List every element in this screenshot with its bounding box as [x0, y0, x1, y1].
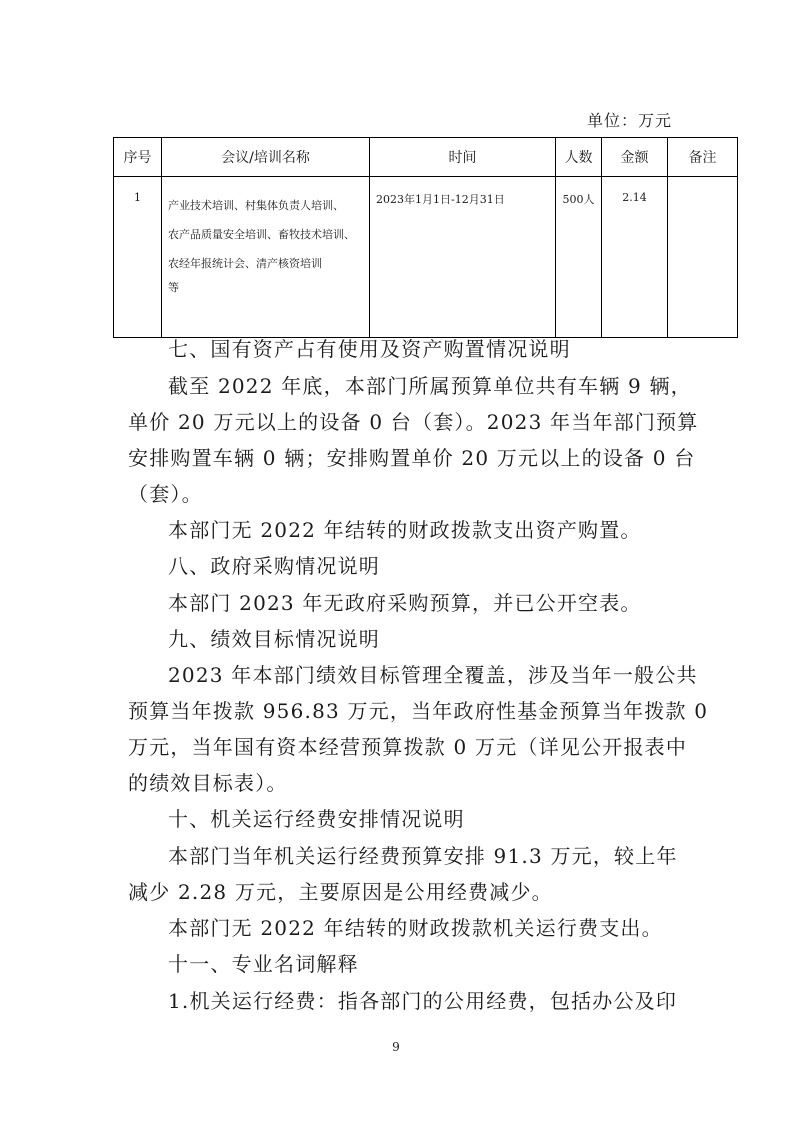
paragraph-line: 单价 20 万元以上的设备 0 台（套）。2023 年当年部门预算 — [128, 410, 699, 434]
cell-people: 500人 — [556, 177, 602, 338]
paragraph-line: 万元，当年国有资本经营预算拨款 0 万元（详见公开报表中 — [128, 735, 688, 759]
paragraph-line: 安排购置车辆 0 辆；安排购置单价 20 万元以上的设备 0 台 — [128, 446, 696, 470]
paragraph-line: 减少 2.28 万元，主要原因是公用经费减少。 — [128, 880, 553, 904]
header-time: 时间 — [370, 138, 556, 177]
paragraph-line: 2023 年本部门绩效目标管理全覆盖，涉及当年一般公共 — [168, 663, 698, 687]
section-heading-operating-costs: 十、机关运行经费安排情况说明 — [168, 807, 465, 831]
header-people: 人数 — [556, 138, 602, 177]
cell-seq: 1 — [114, 177, 162, 338]
meeting-training-table — [113, 137, 738, 338]
cell-time: 2023年1月1日-12月31日 — [370, 177, 556, 338]
paragraph-line: （套）。 — [128, 482, 203, 506]
unit-label: 单位：万元 — [586, 111, 672, 130]
meeting-name-line: 产业技术培训、村集体负责人培训、 — [168, 199, 344, 212]
section-heading-glossary: 十一、专业名词解释 — [168, 952, 359, 976]
header-meeting-name: 会议/培训名称 — [162, 138, 370, 177]
meeting-name-line: 农经年报统计会、清产核资培训 — [168, 257, 322, 270]
header-amount: 金额 — [602, 138, 668, 177]
meeting-name-line: 等 — [168, 281, 179, 294]
section-heading-performance: 九、绩效目标情况说明 — [168, 627, 380, 651]
table-header-row — [114, 138, 738, 177]
paragraph-line: 预算当年拨款 956.83 万元，当年政府性基金预算当年拨款 0 — [128, 699, 709, 723]
cell-note — [668, 177, 738, 338]
paragraph-line: 本部门当年机关运行经费预算安排 91.3 万元，较上年 — [168, 844, 678, 868]
cell-amount: 2.14 — [602, 177, 668, 338]
paragraph-line: 本部门无 2022 年结转的财政拨款机关运行费支出。 — [168, 916, 663, 940]
cell-meeting-name — [162, 177, 370, 338]
paragraph-line: 1.机关运行经费：指各部门的公用经费，包括办公及印 — [168, 989, 678, 1013]
section-heading-assets: 七、国有资产占有使用及资产购置情况说明 — [168, 337, 571, 361]
section-heading-procurement: 八、政府采购情况说明 — [168, 554, 380, 578]
paragraph-line: 截至 2022 年底，本部门所属预算单位共有车辆 9 辆， — [168, 374, 692, 398]
page-number: 9 — [392, 1040, 400, 1054]
header-note: 备注 — [668, 138, 738, 177]
header-seq: 序号 — [114, 138, 162, 177]
meeting-name-line: 农产品质量安全培训、畜牧技术培训、 — [168, 228, 355, 241]
paragraph-line: 的绩效目标表）。 — [128, 771, 288, 795]
paragraph-line: 本部门 2023 年无政府采购预算，并已公开空表。 — [168, 591, 642, 615]
paragraph-line: 本部门无 2022 年结转的财政拨款支出资产购置。 — [168, 518, 642, 542]
table-row — [114, 177, 738, 338]
